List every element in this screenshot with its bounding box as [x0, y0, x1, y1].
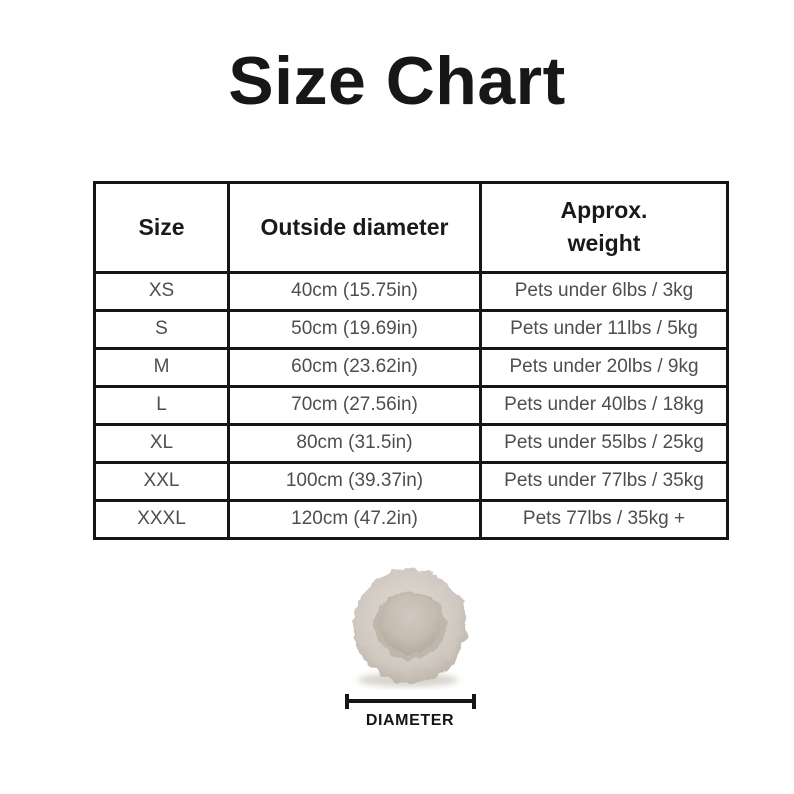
cell-size: XXL	[95, 462, 229, 500]
cell-weight: Pets 77lbs / 35kg +	[481, 500, 728, 538]
page-title: Size Chart	[228, 43, 566, 119]
table-row	[95, 424, 728, 462]
product-figure	[13, 564, 794, 730]
cell-size: XXXL	[95, 500, 229, 538]
cell-diameter: 80cm (31.5in)	[229, 424, 481, 462]
cell-diameter: 70cm (27.56in)	[229, 386, 481, 424]
cell-weight: Pets under 40lbs / 18kg	[481, 386, 728, 424]
col-header-diameter: Outside diameter	[229, 182, 481, 272]
cell-size: XS	[95, 272, 229, 310]
bed-inner-cushion	[379, 593, 441, 653]
size-table	[93, 181, 729, 540]
cell-diameter: 60cm (23.62in)	[229, 348, 481, 386]
cell-size: XL	[95, 424, 229, 462]
cell-weight: Pets under 20lbs / 9kg	[481, 348, 728, 386]
cell-diameter: 50cm (19.69in)	[229, 310, 481, 348]
cell-size: M	[95, 348, 229, 386]
col-header-size: Size	[95, 182, 229, 272]
table-row	[95, 500, 728, 538]
col-header-weight-line2: weight	[567, 230, 641, 257]
cell-weight: Pets under 11lbs / 5kg	[481, 310, 728, 348]
diameter-label: DIAMETER	[365, 711, 455, 729]
table-row	[95, 348, 728, 386]
cell-diameter: 40cm (15.75in)	[229, 272, 481, 310]
diameter-measure-line	[345, 694, 476, 709]
col-header-weight	[481, 182, 728, 272]
cell-weight: Pets under 55lbs / 25kg	[481, 424, 728, 462]
pet-bed-image	[335, 564, 485, 690]
cell-size: S	[95, 310, 229, 348]
diameter-line-bar	[345, 699, 476, 703]
cell-diameter: 100cm (39.37in)	[229, 462, 481, 500]
table-row	[95, 310, 728, 348]
table-row	[95, 462, 728, 500]
diameter-line-cap-right	[472, 694, 476, 709]
cell-weight: Pets under 77lbs / 35kg	[481, 462, 728, 500]
cell-size: L	[95, 386, 229, 424]
table-row	[95, 272, 728, 310]
col-header-weight-line1: Approx.	[560, 196, 648, 223]
cell-weight: Pets under 6lbs / 3kg	[481, 272, 728, 310]
cell-diameter: 120cm (47.2in)	[229, 500, 481, 538]
table-row	[95, 386, 728, 424]
table-header-row	[95, 182, 728, 272]
